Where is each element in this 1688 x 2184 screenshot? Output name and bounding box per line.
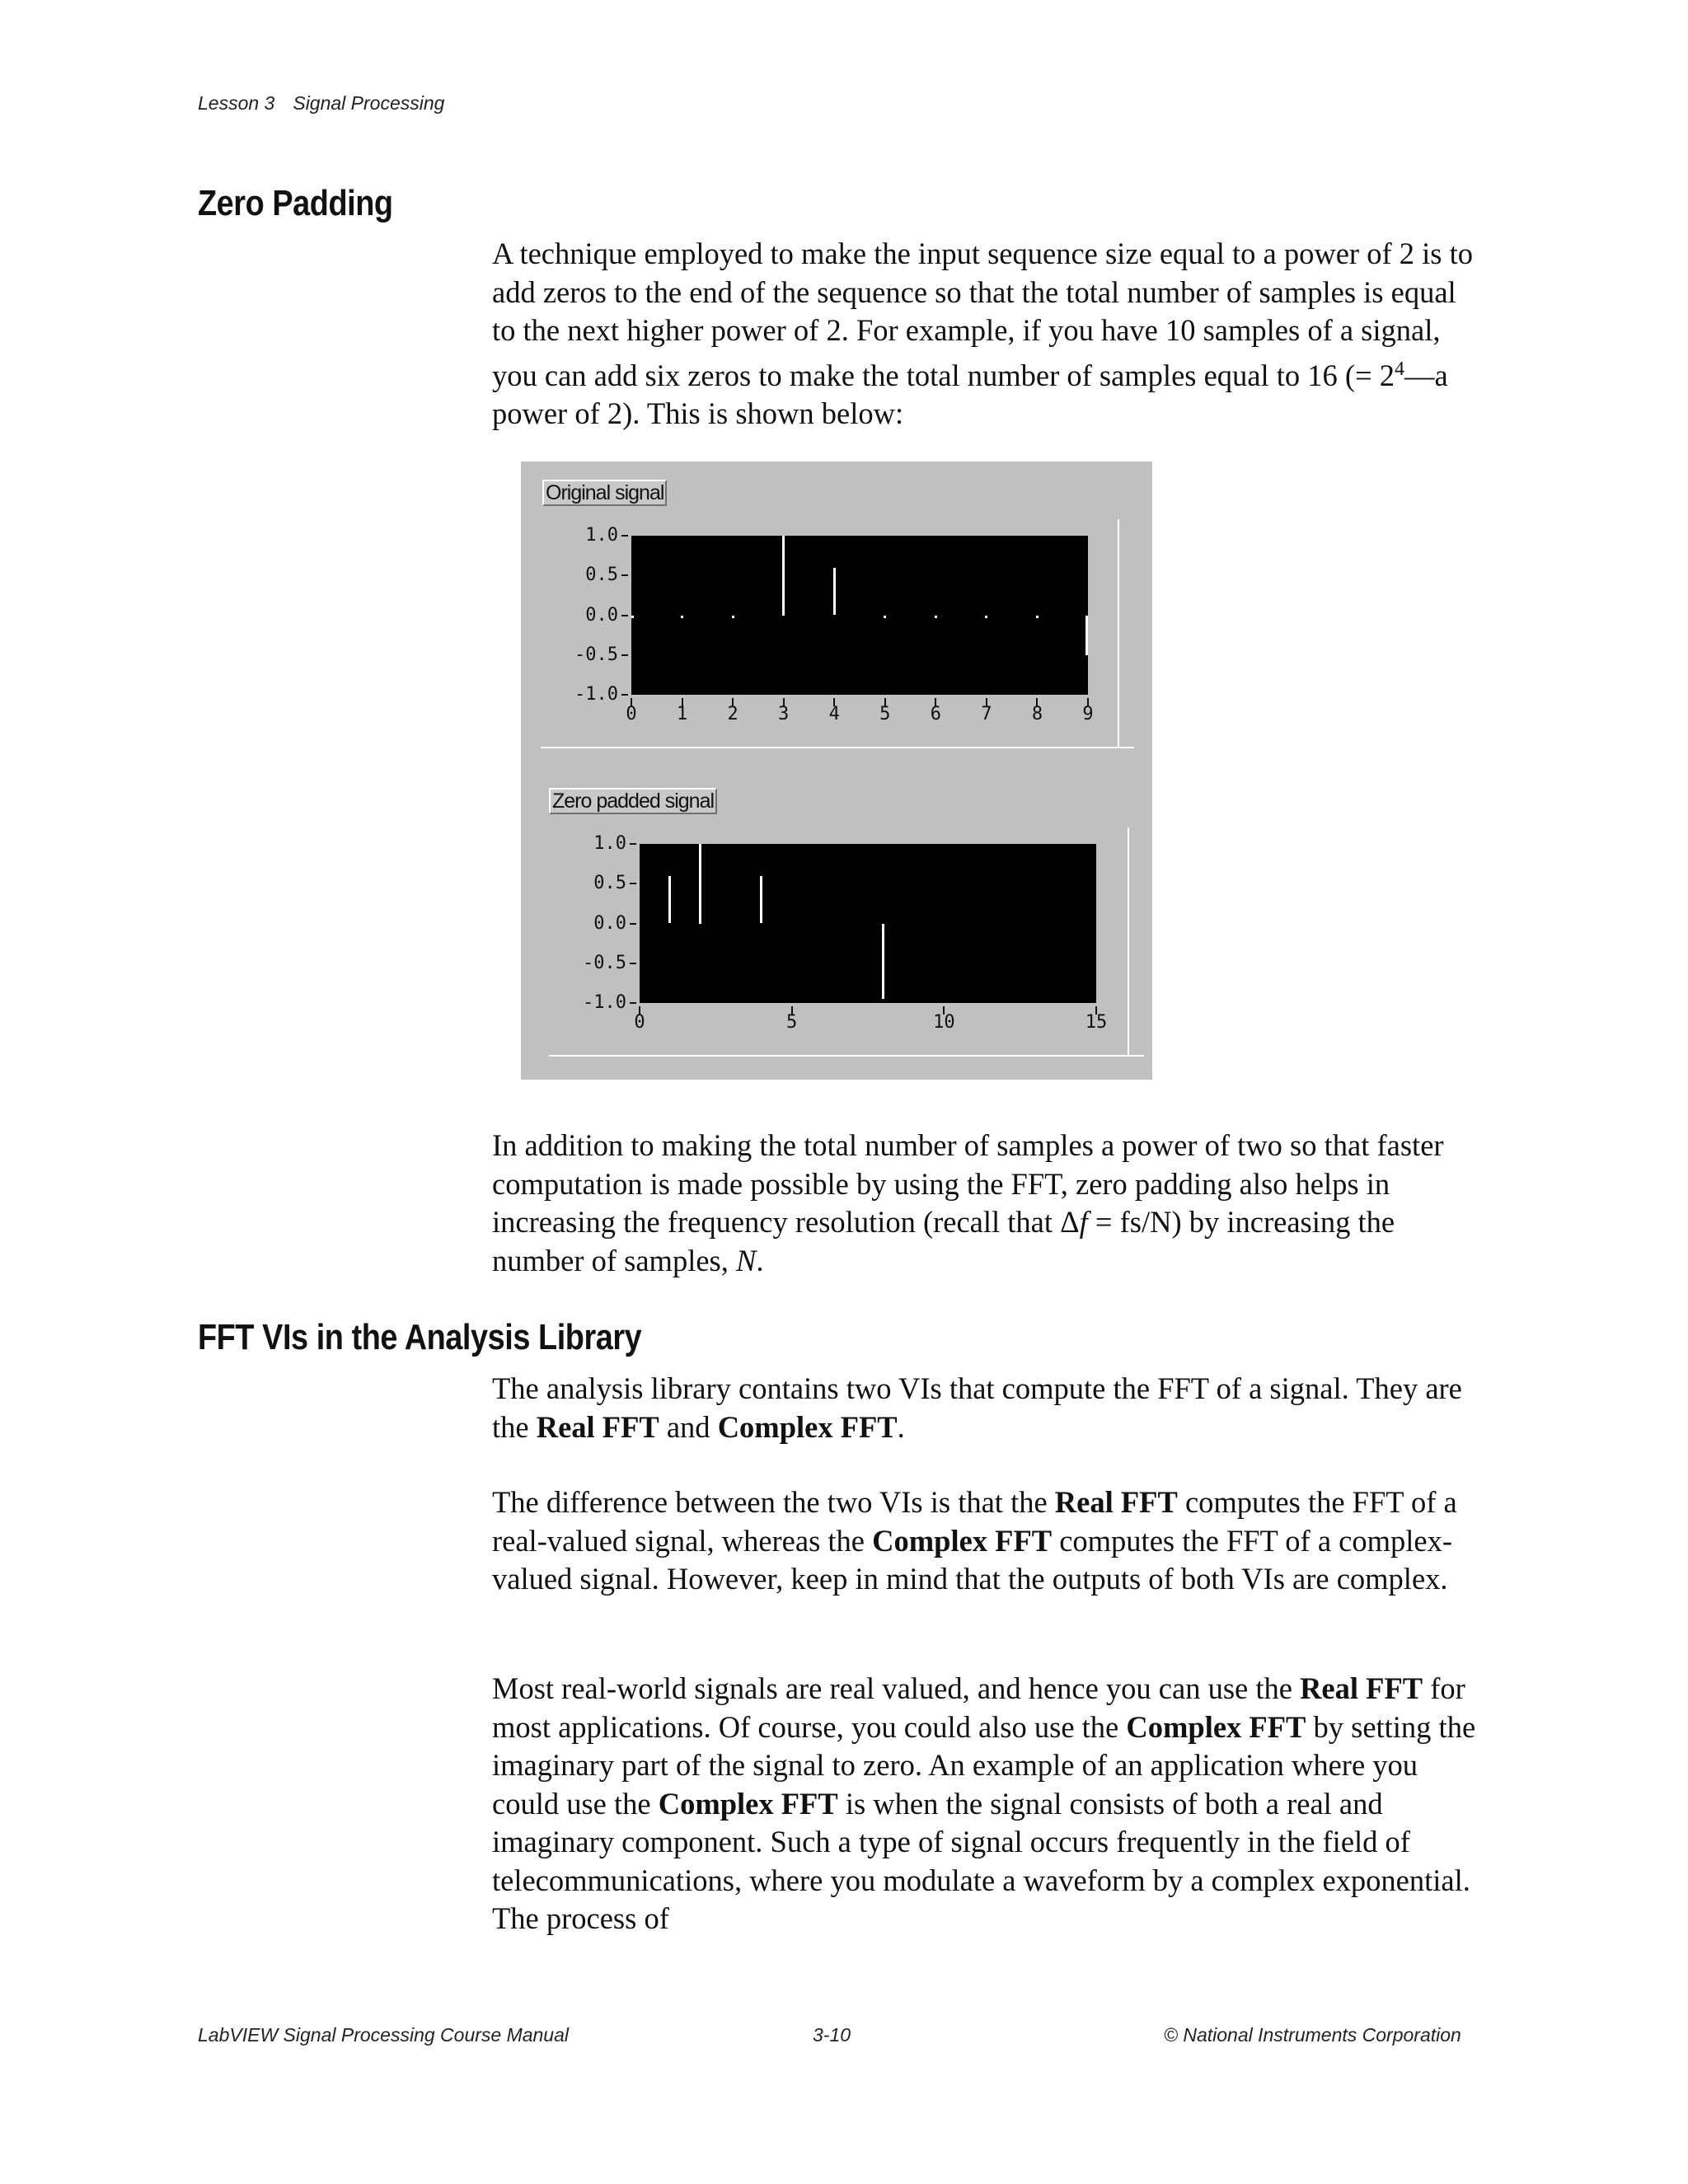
graph-frame-line xyxy=(1128,827,1129,1057)
x-tick-label: 7 xyxy=(981,704,992,724)
x-tick-label: 8 xyxy=(1031,704,1043,724)
paragraph-analysis-library xyxy=(492,1370,1481,1446)
para-text: The difference between the two VIs is that the xyxy=(492,1485,1055,1519)
data-stem xyxy=(668,876,671,924)
paragraph-vi-difference xyxy=(492,1483,1481,1599)
para-text: by setting the imaginary part of the signal to zero. An example of an application where you could use the xyxy=(492,1709,1476,1821)
y-tick-mark xyxy=(621,654,628,656)
para-text: is when the signal consists of both a real and imaginary component. Such a type of signal occurs frequently in the field of telecommunications, where you modulate a waveform by a complex exponential. The process of xyxy=(492,1786,1470,1935)
para-text: The analysis library contains two VIs that compute the FFT of a signal. They are the xyxy=(492,1371,1462,1444)
x-tick-label: 1 xyxy=(676,704,688,724)
graph-frame-line xyxy=(549,1055,1144,1057)
x-tick-label: 15 xyxy=(1085,1012,1108,1033)
graph-label-original-signal: Original signal xyxy=(542,480,667,506)
y-tick-label: 1.0 xyxy=(593,833,626,854)
graph-frame-line xyxy=(541,747,1134,748)
italic-f: f xyxy=(1079,1205,1088,1239)
x-tick-label: 3 xyxy=(778,704,790,724)
header-title: Signal Processing xyxy=(293,92,445,114)
graph-label-zero-padded-signal: Zero padded signal xyxy=(549,788,717,814)
x-tick-label: 0 xyxy=(626,704,637,724)
section-heading-zero-padding: Zero Padding xyxy=(198,183,393,223)
y-tick-mark xyxy=(630,1002,636,1004)
section-heading-fft-vis: FFT VIs in the Analysis Library xyxy=(198,1317,642,1357)
bold-complex-fft: Complex FFT xyxy=(658,1786,838,1821)
y-tick-mark xyxy=(630,923,636,925)
data-stem xyxy=(631,616,634,618)
data-stem xyxy=(884,616,886,618)
y-tick-label: 0.5 xyxy=(593,873,626,894)
data-stem xyxy=(833,568,836,616)
data-stem xyxy=(882,924,884,1000)
header-lesson: Lesson 3 xyxy=(198,92,275,114)
paragraph-zero-padding-intro xyxy=(492,235,1481,434)
y-tick-mark xyxy=(630,843,636,845)
data-stem xyxy=(760,876,762,924)
para-text: A technique employed to make the input sequence size equal to a power of 2 is to add zeros to the end of the sequence so that the total number of samples is equal to the next higher power of 2. For example, if you have 10 samples of a signal, you can add six zeros to make the total number of samples equal to 16 (= 2 xyxy=(492,237,1473,392)
figure-zero-padding-graphs xyxy=(521,462,1152,1080)
bold-complex-fft: Complex FFT xyxy=(872,1523,1053,1558)
y-tick-mark xyxy=(621,574,628,576)
para-text: computes the FFT of a real-valued signal, whereas the xyxy=(492,1485,1457,1558)
x-tick-label: 5 xyxy=(786,1012,798,1033)
bold-complex-fft: Complex FFT xyxy=(717,1409,898,1444)
italic-n: N xyxy=(736,1243,757,1277)
data-stem xyxy=(1085,616,1088,655)
para-text: . xyxy=(756,1243,764,1277)
data-stem xyxy=(681,616,683,618)
plot-area-original-signal xyxy=(631,536,1088,695)
y-tick-mark xyxy=(621,535,628,537)
x-tick-label: 2 xyxy=(727,704,738,724)
bold-real-fft: Real FFT xyxy=(1054,1485,1178,1519)
data-stem xyxy=(782,536,785,616)
para-text: for most applications. Of course, you could also use the xyxy=(492,1671,1465,1744)
running-header xyxy=(198,92,444,115)
y-tick-mark xyxy=(621,615,628,616)
bold-real-fft: Real FFT xyxy=(536,1409,659,1444)
y-tick-mark xyxy=(621,694,628,696)
y-tick-label: 0.5 xyxy=(585,565,618,586)
paragraph-frequency-resolution xyxy=(492,1127,1481,1280)
x-tick-label: 0 xyxy=(634,1012,645,1033)
y-tick-label: -0.5 xyxy=(574,644,618,665)
y-tick-label: -1.0 xyxy=(583,992,626,1013)
y-tick-label: 0.0 xyxy=(585,604,618,626)
para-text: In addition to making the total number of samples a power of two so that faster computation is made possible by using the FFT, zero padding also helps in increasing the frequency resolution (recall that Δ xyxy=(492,1128,1444,1239)
y-tick-mark xyxy=(630,883,636,884)
para-text: = fs/N) by increasing the number of samples, xyxy=(492,1205,1395,1277)
x-tick-label: 9 xyxy=(1082,704,1094,724)
x-tick-label: 5 xyxy=(879,704,891,724)
data-stem xyxy=(935,616,937,618)
x-tick-label: 6 xyxy=(930,704,941,724)
y-tick-label: -1.0 xyxy=(574,684,618,705)
data-stem xyxy=(985,616,987,618)
data-stem xyxy=(699,844,701,924)
bold-complex-fft: Complex FFT xyxy=(1126,1709,1306,1744)
y-tick-mark xyxy=(630,963,636,964)
y-tick-label: 1.0 xyxy=(585,525,618,546)
para-text: computes the FFT of a complex-valued signal. However, keep in mind that the outputs of both VIs are complex. xyxy=(492,1523,1452,1596)
paragraph-real-world-signals xyxy=(492,1670,1481,1938)
para-text: and xyxy=(659,1409,718,1444)
para-text: Most real-world signals are real valued, and hence you can use the xyxy=(492,1671,1301,1705)
graph-frame-line xyxy=(1118,519,1119,748)
plot-area-zero-padded-signal xyxy=(640,844,1096,1003)
x-tick-label: 10 xyxy=(933,1012,955,1033)
para-text: . xyxy=(897,1409,905,1444)
footer-left: LabVIEW Signal Processing Course Manual xyxy=(198,2024,570,2046)
x-tick-label: 4 xyxy=(828,704,840,724)
para-text: —a power of 2). This is shown below: xyxy=(492,358,1448,431)
data-stem xyxy=(732,616,734,618)
data-stem xyxy=(1036,616,1039,618)
footer-page-number: 3-10 xyxy=(813,2024,851,2046)
y-tick-label: -0.5 xyxy=(583,952,626,973)
bold-real-fft: Real FFT xyxy=(1300,1671,1423,1705)
y-tick-label: 0.0 xyxy=(593,912,626,934)
superscript: 4 xyxy=(1395,358,1405,380)
footer-right: © National Instruments Corporation xyxy=(1164,2024,1461,2046)
